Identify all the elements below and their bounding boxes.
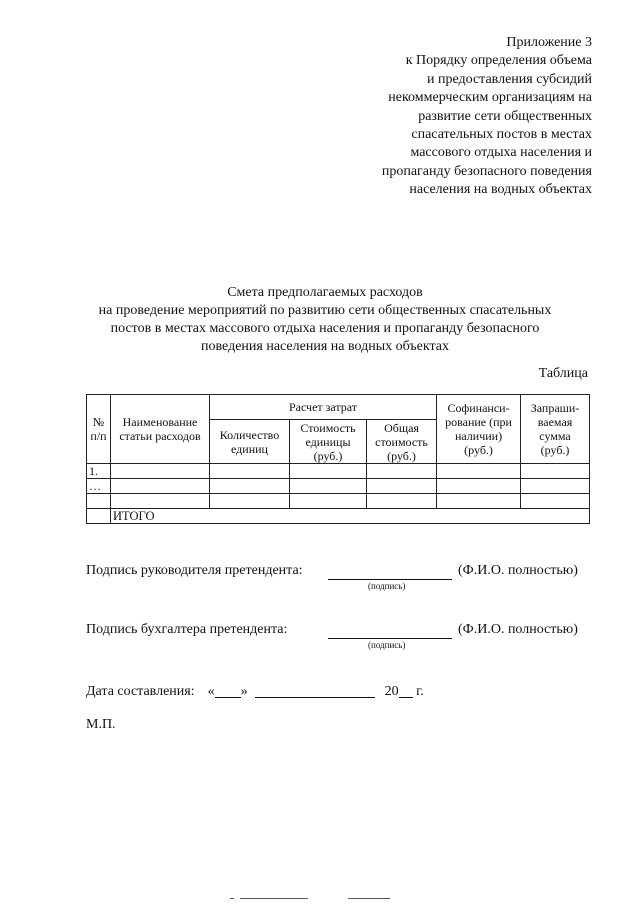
total-label: ИТОГО	[111, 509, 590, 524]
table-cell	[437, 464, 521, 479]
date-close-quote: »	[240, 684, 248, 699]
head-signature-label: Подпись руководителя претендента:	[86, 563, 303, 578]
header-requested: Запраши- ваемая сумма (руб.)	[521, 395, 590, 464]
table-cell	[87, 494, 111, 509]
table-cell	[290, 494, 367, 509]
table-cell	[210, 494, 290, 509]
table-header-row	[87, 395, 590, 420]
estimate-table	[86, 394, 590, 524]
table-row	[87, 479, 590, 494]
footer-mark	[230, 898, 234, 899]
title-line: Смета предполагаемых расходов	[227, 285, 423, 300]
appendix-line: спасательных постов в местах	[411, 127, 592, 143]
footer-mark	[348, 898, 390, 899]
header-unit-cost: Стоимость единицы (руб.)	[290, 420, 367, 464]
footer-mark	[240, 898, 308, 899]
date-line	[86, 683, 424, 700]
head-fio-label: (Ф.И.О. полностью)	[458, 563, 578, 578]
date-year-blank[interactable]	[399, 683, 413, 698]
table-cell	[521, 479, 590, 494]
accountant-signature-line	[86, 622, 586, 642]
appendix-line: пропаганду безопасного поведения	[381, 163, 592, 179]
date-year-suffix: г.	[416, 684, 424, 699]
header-item-name: Наименование статьи расходов	[111, 395, 210, 464]
date-month-blank[interactable]	[255, 683, 375, 698]
table-cell	[367, 479, 437, 494]
header-quantity: Количество единиц	[210, 420, 290, 464]
table-cell	[111, 464, 210, 479]
page-footer-marks	[230, 898, 390, 900]
header-cofinancing: Софинанси- рование (при наличии) (руб.)	[437, 395, 521, 464]
title-line: на проведение мероприятий по развитию сети общественных спасательных	[98, 303, 552, 318]
appendix-line: некоммерческим организациям на	[388, 90, 592, 106]
appendix-line: населения на водных объектах	[409, 182, 592, 198]
table-row	[87, 494, 590, 509]
date-label: Дата составления:	[86, 684, 195, 699]
table-cell	[367, 464, 437, 479]
table-cell: 1.	[87, 464, 111, 479]
appendix-line: и предоставления субсидий	[426, 71, 592, 87]
appendix-line: развитие сети общественных	[418, 108, 592, 124]
table-cell	[210, 464, 290, 479]
table-cell	[210, 479, 290, 494]
header-cost-calc: Расчет затрат	[210, 395, 437, 420]
document-title	[60, 284, 590, 356]
head-signature-blank[interactable]	[328, 563, 452, 580]
table-caption: Таблица	[538, 366, 588, 381]
table-cell	[290, 464, 367, 479]
accountant-signature-blank[interactable]	[328, 622, 452, 639]
appendix-line: Приложение 3	[506, 35, 592, 50]
table-cell	[521, 464, 590, 479]
head-signature-caption: (подпись)	[368, 581, 406, 591]
table-cell: …	[87, 479, 111, 494]
table-total-row	[87, 509, 590, 524]
accountant-signature-label: Подпись бухгалтера претендента:	[86, 622, 288, 637]
date-open-quote: «	[207, 684, 215, 699]
table-cell	[111, 494, 210, 509]
table-cell	[87, 509, 111, 524]
table-cell	[290, 479, 367, 494]
stamp-label: М.П.	[86, 717, 116, 732]
title-line: постов в местах массового отдыха населения и пропаганду безопасного	[110, 321, 540, 336]
appendix-header	[332, 34, 592, 200]
date-year-prefix: 20	[384, 684, 399, 699]
appendix-line: к Порядку определения объема	[405, 53, 592, 69]
table-cell	[111, 479, 210, 494]
appendix-line: массового отдыха населения и	[410, 145, 592, 161]
date-day-blank[interactable]	[215, 683, 241, 698]
title-line: поведения населения на водных объектах	[201, 339, 449, 354]
header-number: № п/п	[87, 395, 111, 464]
accountant-fio-label: (Ф.И.О. полностью)	[458, 622, 578, 637]
table-cell	[437, 479, 521, 494]
table-row	[87, 464, 590, 479]
accountant-signature-caption: (подпись)	[368, 640, 406, 650]
table-cell	[367, 494, 437, 509]
header-total-cost: Общая стоимость (руб.)	[367, 420, 437, 464]
head-signature-line	[86, 563, 586, 583]
table-cell	[521, 494, 590, 509]
table-cell	[437, 494, 521, 509]
